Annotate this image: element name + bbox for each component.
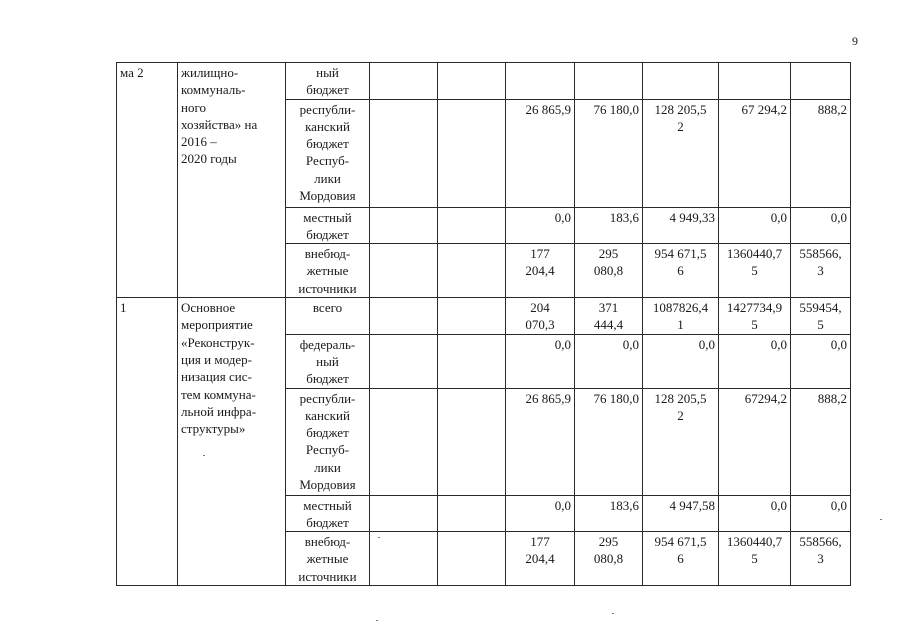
text-line: 1360440,7 bbox=[726, 534, 783, 550]
empty-cell bbox=[438, 532, 506, 586]
item-number-cell bbox=[117, 298, 178, 586]
text-line: 0,0 bbox=[770, 497, 787, 513]
text-line: местный bbox=[303, 209, 352, 225]
text-line: источники bbox=[298, 568, 357, 584]
amount-cell-v3 bbox=[643, 298, 719, 335]
amount-cell-v3 bbox=[643, 532, 719, 586]
empty-cell bbox=[438, 244, 506, 298]
text-line: 295 bbox=[598, 246, 619, 262]
empty-cell bbox=[370, 532, 438, 586]
text-line: 0,0 bbox=[554, 336, 571, 352]
amount-cell-v2 bbox=[575, 532, 643, 586]
text-line: 183,6 bbox=[609, 497, 639, 513]
text-line: 1 bbox=[677, 317, 684, 333]
text-line: 76 180,0 bbox=[593, 390, 639, 406]
text-line: 0,0 bbox=[830, 336, 847, 352]
text-line: ный bbox=[316, 353, 339, 369]
text-line: бюджет bbox=[306, 136, 349, 152]
empty-cell bbox=[370, 207, 438, 244]
item-number: ма 2 bbox=[120, 65, 144, 80]
text-line: 888,2 bbox=[817, 390, 847, 406]
text-line: 888,2 bbox=[817, 101, 847, 117]
budget-table bbox=[116, 62, 851, 586]
amount-cell-v3 bbox=[643, 495, 719, 532]
amount-cell-v2 bbox=[575, 334, 643, 388]
text-line: 559454, bbox=[799, 300, 842, 316]
text-line: 183,6 bbox=[609, 209, 639, 225]
amount-cell-v4 bbox=[719, 244, 791, 298]
text-line: мероприятие bbox=[181, 317, 253, 333]
funding-source-cell bbox=[286, 532, 370, 586]
text-line: Респуб- bbox=[305, 442, 350, 458]
amount-cell-v5 bbox=[791, 334, 851, 388]
amount-cell-v5 bbox=[791, 99, 851, 207]
empty-cell bbox=[370, 388, 438, 495]
funding-source-cell bbox=[286, 244, 370, 298]
text-line: 67 294,2 bbox=[741, 101, 787, 117]
funding-source-cell bbox=[286, 298, 370, 335]
text-line: 0,0 bbox=[770, 209, 787, 225]
empty-cell bbox=[370, 334, 438, 388]
amount-cell-v2 bbox=[575, 207, 643, 244]
text-line: 1087826,4 bbox=[652, 300, 709, 316]
amount-cell-v4 bbox=[719, 388, 791, 495]
amount-cell-v1 bbox=[506, 388, 575, 495]
text-line: 954 671,5 bbox=[654, 246, 707, 262]
text-line: республи- bbox=[299, 390, 356, 406]
text-line: 3 bbox=[817, 551, 824, 567]
empty-cell bbox=[370, 99, 438, 207]
text-line: 5 bbox=[751, 317, 758, 333]
text-line: федераль- bbox=[299, 336, 356, 352]
amount-cell-v2 bbox=[575, 298, 643, 335]
text-line: 3 bbox=[817, 263, 824, 279]
text-line: бюджет bbox=[306, 371, 349, 387]
amount-cell-v5 bbox=[791, 63, 851, 100]
amount-cell-v4 bbox=[719, 207, 791, 244]
empty-cell bbox=[370, 63, 438, 100]
text-line: Мордовия bbox=[299, 477, 356, 493]
table-row bbox=[117, 63, 851, 100]
table-row bbox=[117, 298, 851, 335]
text-line: 177 bbox=[530, 534, 550, 550]
text-line: 954 671,5 bbox=[654, 534, 707, 550]
amount-cell-v3 bbox=[643, 334, 719, 388]
text-line: тем коммуна- bbox=[181, 386, 256, 402]
text-line: 76 180,0 bbox=[593, 101, 639, 117]
funding-source-cell bbox=[286, 495, 370, 532]
empty-cell bbox=[438, 495, 506, 532]
text-line: 2016 – bbox=[181, 134, 217, 150]
text-line: канский bbox=[305, 407, 350, 423]
amount-cell-v1 bbox=[506, 244, 575, 298]
amount-cell-v1 bbox=[506, 63, 575, 100]
amount-cell-v3 bbox=[643, 207, 719, 244]
text-line: 0,0 bbox=[830, 209, 847, 225]
text-line: 67294,2 bbox=[744, 390, 787, 406]
text-line: всего bbox=[312, 300, 343, 316]
funding-source-cell bbox=[286, 334, 370, 388]
page-number: 9 bbox=[852, 34, 858, 48]
text-line: Основное bbox=[181, 300, 236, 316]
amount-cell-v1 bbox=[506, 99, 575, 207]
empty-cell bbox=[438, 207, 506, 244]
amount-cell-v4 bbox=[719, 532, 791, 586]
amount-cell-v1 bbox=[506, 495, 575, 532]
text-line: структуры» bbox=[181, 421, 246, 437]
text-line: льной инфра- bbox=[181, 403, 257, 419]
text-line: лики bbox=[314, 459, 341, 475]
text-line: 5 bbox=[751, 551, 758, 567]
text-line: внебюд- bbox=[304, 534, 351, 550]
amount-cell-v1 bbox=[506, 207, 575, 244]
text-line: 080,8 bbox=[593, 551, 624, 567]
text-line: коммуналь- bbox=[181, 82, 246, 98]
text-line: ция и модер- bbox=[181, 351, 252, 367]
text-line: 0,0 bbox=[554, 209, 571, 225]
amount-cell-v1 bbox=[506, 532, 575, 586]
text-line: бюджет bbox=[306, 82, 349, 98]
empty-cell bbox=[438, 298, 506, 335]
empty-cell bbox=[370, 244, 438, 298]
text-line: 0,0 bbox=[770, 336, 787, 352]
empty-cell bbox=[438, 99, 506, 207]
text-line: 2 bbox=[677, 118, 684, 134]
text-line: внебюд- bbox=[304, 246, 351, 262]
amount-cell-v1 bbox=[506, 298, 575, 335]
text-line: 128 205,5 bbox=[654, 101, 707, 117]
amount-cell-v4 bbox=[719, 298, 791, 335]
text-line: ный bbox=[316, 65, 339, 80]
text-line: 371 bbox=[598, 300, 619, 316]
text-line: канский bbox=[305, 118, 350, 134]
amount-cell-v2 bbox=[575, 99, 643, 207]
text-line: 070,3 bbox=[525, 317, 555, 333]
amount-cell-v4 bbox=[719, 495, 791, 532]
text-line: бюджет bbox=[306, 514, 349, 530]
text-line: 6 bbox=[677, 263, 684, 279]
text-line: хозяйства» на bbox=[181, 116, 258, 132]
text-line: республи- bbox=[299, 101, 356, 117]
amount-cell-v3 bbox=[643, 63, 719, 100]
text-line: жилищно- bbox=[181, 65, 239, 80]
text-line: жетные bbox=[306, 263, 349, 279]
text-line: 26 865,9 bbox=[525, 101, 571, 117]
funding-source-cell bbox=[286, 99, 370, 207]
text-line: 6 bbox=[677, 551, 684, 567]
amount-cell-v5 bbox=[791, 207, 851, 244]
empty-cell bbox=[370, 298, 438, 335]
item-number: 1 bbox=[120, 300, 127, 316]
empty-cell bbox=[438, 388, 506, 495]
text-line: 0,0 bbox=[830, 497, 847, 513]
amount-cell-v2 bbox=[575, 388, 643, 495]
funding-source-cell bbox=[286, 207, 370, 244]
amount-cell-v5 bbox=[791, 532, 851, 586]
amount-cell-v5 bbox=[791, 244, 851, 298]
amount-cell-v5 bbox=[791, 298, 851, 335]
amount-cell-v2 bbox=[575, 495, 643, 532]
empty-cell bbox=[438, 334, 506, 388]
text-line: 177 bbox=[530, 246, 550, 262]
amount-cell-v2 bbox=[575, 63, 643, 100]
text-line: Мордовия bbox=[299, 188, 356, 204]
text-line: низация сис- bbox=[181, 369, 252, 385]
text-line: бюджет bbox=[306, 425, 349, 441]
text-line: 295 bbox=[598, 534, 619, 550]
text-line: 2020 годы bbox=[181, 151, 237, 167]
text-line: 1427734,9 bbox=[726, 300, 783, 316]
text-line: 204,4 bbox=[525, 263, 555, 279]
empty-cell bbox=[438, 63, 506, 100]
amount-cell-v1 bbox=[506, 334, 575, 388]
amount-cell-v4 bbox=[719, 99, 791, 207]
text-line: 4 949,33 bbox=[669, 209, 715, 225]
text-line: лики bbox=[314, 170, 341, 186]
amount-cell-v3 bbox=[643, 244, 719, 298]
text-line: «Реконструк- bbox=[181, 334, 255, 350]
text-line: Респуб- bbox=[305, 153, 350, 169]
text-line: местный bbox=[303, 497, 352, 513]
text-line: 5 bbox=[751, 263, 758, 279]
text-line: 080,8 bbox=[593, 263, 624, 279]
amount-cell-v3 bbox=[643, 99, 719, 207]
amount-cell-v4 bbox=[719, 63, 791, 100]
amount-cell-v3 bbox=[643, 388, 719, 495]
item-name-cell bbox=[178, 298, 286, 586]
funding-source-cell bbox=[286, 63, 370, 100]
item-number-cell bbox=[117, 63, 178, 298]
text-line: бюджет bbox=[306, 226, 349, 242]
amount-cell-v2 bbox=[575, 244, 643, 298]
text-line: 0,0 bbox=[698, 336, 715, 352]
text-line: 4 947,58 bbox=[669, 497, 715, 513]
text-line: 128 205,5 bbox=[654, 390, 707, 406]
text-line: 444,4 bbox=[593, 317, 624, 333]
text-line: 26 865,9 bbox=[525, 390, 571, 406]
text-line: 5 bbox=[817, 317, 824, 333]
amount-cell-v4 bbox=[719, 334, 791, 388]
text-line: 204,4 bbox=[525, 551, 555, 567]
text-line: 558566, bbox=[799, 534, 842, 550]
text-line: источники bbox=[298, 280, 357, 296]
item-name-cell bbox=[178, 63, 286, 298]
text-line: ного bbox=[181, 99, 206, 115]
text-line: жетные bbox=[306, 551, 349, 567]
text-line: 0,0 bbox=[554, 497, 571, 513]
text-line: 2 bbox=[677, 407, 684, 423]
text-line: 558566, bbox=[799, 246, 842, 262]
text-line: 0,0 bbox=[622, 336, 639, 352]
funding-source-cell bbox=[286, 388, 370, 495]
amount-cell-v5 bbox=[791, 495, 851, 532]
text-line: 1360440,7 bbox=[726, 246, 783, 262]
amount-cell-v5 bbox=[791, 388, 851, 495]
empty-cell bbox=[370, 495, 438, 532]
text-line: 204 bbox=[530, 300, 550, 316]
